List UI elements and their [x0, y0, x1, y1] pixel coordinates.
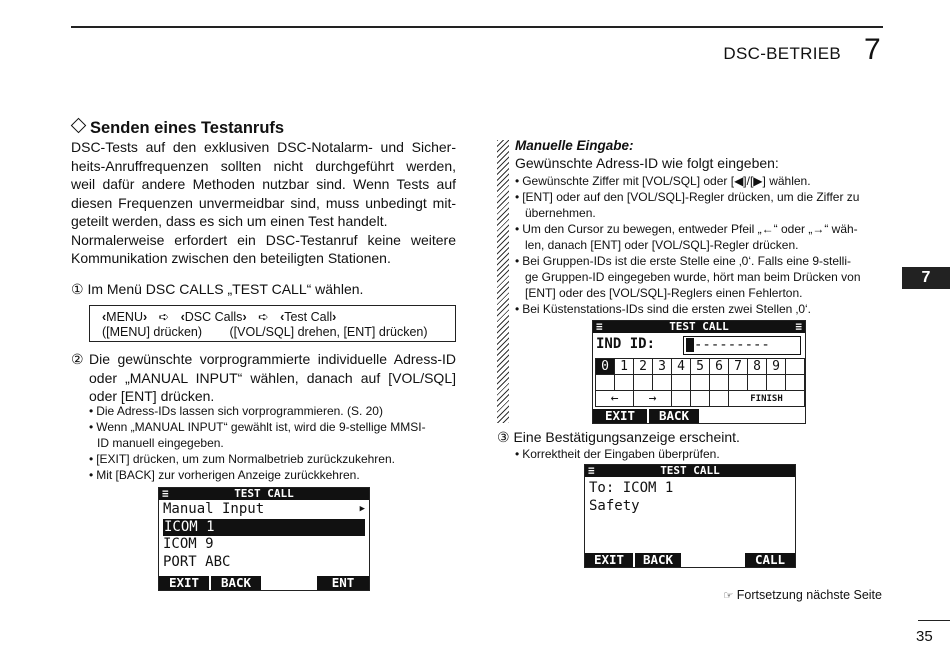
chevron-right-icon: › — [332, 310, 337, 324]
manual-title: Manuelle Eingabe: — [515, 138, 634, 153]
step-2-line: oder [ENT] drücken. — [89, 388, 215, 404]
step-2-number: ② — [71, 351, 84, 367]
grid-empty — [729, 375, 748, 391]
grid-empty — [767, 375, 786, 391]
chapter-tab: 7 — [902, 267, 950, 289]
diamond-icon — [71, 118, 87, 134]
bullet-text: Die Adress-IDs lassen sich vorprogrammieren. (S. 20) — [96, 404, 383, 418]
ind-id-field[interactable] — [683, 336, 801, 355]
digit-key[interactable]: 7 — [729, 359, 748, 375]
lcd-test-call-menu — [158, 487, 370, 591]
intro-line: Kommunikation zwischen den beteiligten Stationen. — [71, 250, 391, 266]
page-rule — [918, 620, 950, 621]
step-3-text: Eine Bestätigungsanzeige erscheint. — [513, 429, 740, 445]
lcd-list-item-selected[interactable]: ICOM 1 — [163, 519, 365, 537]
intro-line: geteilt werden, dass es sich um einen Test handelt. — [71, 213, 388, 229]
digit-key[interactable]: 0 — [596, 359, 615, 375]
lcd-item-label: Manual Input — [163, 501, 265, 517]
lcd-list — [163, 501, 365, 571]
bullet-text: Bei Küstenstations-IDs sind die ersten zwei Stellen ‚0‘. — [522, 302, 812, 316]
chevron-right-icon: › — [242, 310, 247, 324]
bullet-item: • Bei Küstenstations-IDs sind die ersten zwei Stellen ‚0‘. — [515, 302, 812, 316]
digit-key[interactable]: 5 — [691, 359, 710, 375]
manual-intro: Gewünschte Adress-ID wie folgt eingeben: — [515, 155, 779, 171]
grid-empty — [710, 375, 729, 391]
arrow-icon: ➪ — [258, 310, 269, 324]
step-2-line: oder „MANUAL INPUT“ wählen, danach auf [VOL/SQL] — [89, 369, 456, 386]
page-number: 35 — [916, 628, 933, 645]
bullet-continued: übernehmen. — [525, 206, 596, 220]
menu-path-item-menu: MENU — [106, 310, 143, 324]
softkey-back[interactable]: BACK — [635, 553, 681, 567]
bullet-text: Um den Cursor zu bewegen, entweder Pfeil „←“ oder „→“ wäh- — [522, 222, 858, 236]
bullet-continued: [ENT] oder des [VOL/SQL]-Reglers einen Fehlerton. — [525, 286, 803, 300]
hint-menu: ([MENU] drücken) — [102, 325, 203, 339]
chapter-number: 7 — [864, 33, 881, 66]
triangle-right-icon: ▶ — [359, 504, 365, 514]
grid-empty — [634, 375, 653, 391]
lcd-title-bar — [593, 321, 805, 333]
header-rule — [71, 26, 883, 28]
lcd-list-item[interactable] — [163, 501, 365, 519]
digit-key[interactable]: 3 — [653, 359, 672, 375]
softkey-back[interactable]: BACK — [649, 409, 699, 423]
softkey-exit[interactable]: EXIT — [585, 553, 633, 567]
chapter-title: DSC-BETRIEB — [723, 44, 841, 63]
digit-key[interactable]: 2 — [634, 359, 653, 375]
bullet-item: • Die Adress-IDs lassen sich vorprogrammieren. (S. 20) — [89, 404, 383, 418]
lcd-line: To: ICOM 1 — [589, 480, 674, 496]
menu-icon: ≡ — [596, 320, 603, 333]
softkey-call[interactable]: CALL — [745, 553, 795, 567]
menu-path-row — [102, 309, 336, 324]
digit-grid — [595, 358, 805, 407]
bullet-item: • Um den Cursor zu bewegen, entweder Pfeil „←“ oder „→“ wäh- — [515, 222, 858, 236]
menu-icon: ≡ — [588, 464, 595, 477]
bullet-text: Mit [BACK] zur vorherigen Anzeige zurückkehren. — [96, 468, 360, 482]
lcd-softkeys — [159, 576, 369, 590]
softkey-back[interactable]: BACK — [211, 576, 261, 590]
intro-line: DSC-Tests auf den exklusiven DSC-Notalarm- und Sicher- — [71, 139, 456, 155]
softkey-exit[interactable]: EXIT — [593, 409, 647, 423]
bullet-text: [EXIT] drücken, um zum Normalbetrieb zurückzukehren. — [96, 452, 395, 466]
step-2-body — [89, 350, 456, 406]
lcd-list-item[interactable]: PORT ABC — [163, 553, 231, 570]
chevron-left-icon: ‹ — [180, 310, 185, 324]
bullet-item: • Mit [BACK] zur vorherigen Anzeige zurückkehren. — [89, 468, 360, 482]
softkey-ent[interactable]: ENT — [317, 576, 369, 590]
bullet-text: Wenn „MANUAL INPUT“ gewählt ist, wird die 9-stellige MMSI- — [96, 420, 426, 434]
chevron-right-icon: › — [142, 310, 148, 324]
digit-key[interactable]: 6 — [710, 359, 729, 375]
grid-empty — [615, 375, 634, 391]
arrow-right-key[interactable]: → — [634, 391, 672, 407]
intro-paragraph — [71, 138, 456, 268]
continue-note — [723, 588, 882, 602]
grid-empty — [672, 375, 691, 391]
pointing-hand-icon: ☞ — [723, 590, 734, 602]
lcd-title-bar — [159, 488, 369, 500]
section-title: Senden eines Testanrufs — [90, 119, 285, 137]
lcd-title: TEST CALL — [234, 487, 294, 500]
bullet-continued: ID manuell eingegeben. — [97, 436, 224, 450]
step-1-text: Im Menü DSC CALLS „TEST CALL“ wählen. — [87, 281, 364, 297]
step-3-number: ③ — [497, 429, 510, 445]
ind-id-label: IND ID: — [596, 336, 656, 352]
lcd-softkeys — [593, 409, 805, 423]
step-2-bullets — [89, 403, 459, 483]
grid-empty — [691, 391, 710, 407]
step-1-number: ① — [71, 281, 84, 297]
grid-empty — [691, 375, 710, 391]
cursor-block — [686, 338, 694, 352]
menu-path-item-test: Test Call — [284, 310, 333, 324]
section-heading — [71, 119, 284, 138]
menu-path-item-dsc: DSC Calls — [184, 310, 243, 324]
finish-key[interactable]: FINISH — [729, 391, 805, 407]
softkey-spacer — [683, 553, 743, 567]
intro-line: Normalerweise erfordert ein DSC-Testanruf keine weitere — [71, 231, 456, 248]
lcd-line: Safety — [589, 498, 640, 514]
lcd-list-item[interactable]: ICOM 9 — [163, 536, 214, 552]
step-3-bullet: • Korrektheit der Eingaben überprüfen. — [515, 447, 720, 461]
softkey-spacer — [701, 409, 805, 423]
lcd-title: TEST CALL — [660, 464, 720, 477]
continue-text: Fortsetzung nächste Seite — [736, 588, 882, 602]
grid-empty — [786, 359, 805, 375]
digit-key[interactable]: 9 — [767, 359, 786, 375]
lcd-title-bar — [585, 465, 795, 477]
menu-icon: ≡ — [795, 320, 802, 333]
bullet-text: Bei Gruppen-IDs ist die erste Stelle eine ‚0‘. Falls eine 9-stelli- — [522, 254, 852, 268]
bullet-item: • Gewünschte Ziffer mit [VOL/SQL] oder [◀]/[▶] wählen. — [515, 174, 811, 188]
manual-input-marker — [497, 140, 509, 423]
step-2 — [71, 350, 456, 406]
step-1 — [71, 280, 363, 299]
ind-id-value: --------- — [694, 337, 770, 353]
intro-line: weil dafür andere Methoden nutzbar sind. Wenn Tests auf — [71, 176, 456, 192]
grid-empty — [748, 375, 767, 391]
lcd-id-entry — [592, 320, 806, 424]
grid-empty — [672, 391, 691, 407]
digit-key[interactable]: 4 — [672, 359, 691, 375]
step-3 — [497, 428, 740, 447]
lcd-confirm — [584, 464, 796, 568]
bullet-text: Gewünschte Ziffer mit [VOL/SQL] oder [◀]/[▶] wählen. — [522, 174, 811, 188]
bullet-continued: ge Gruppen-ID eingegeben wurde, hört man beim Drücken von — [525, 270, 861, 284]
step-2-row — [71, 350, 456, 406]
chevron-left-icon: ‹ — [102, 310, 107, 324]
bullet-item: • Bei Gruppen-IDs ist die erste Stelle eine ‚0‘. Falls eine 9-stelli- — [515, 254, 852, 268]
bullet-text: Korrektheit der Eingaben überprüfen. — [522, 447, 720, 461]
softkey-exit[interactable]: EXIT — [159, 576, 209, 590]
grid-empty — [653, 375, 672, 391]
digit-key[interactable]: 1 — [615, 359, 634, 375]
hint-volsql: ([VOL/SQL] drehen, [ENT] drücken) — [229, 325, 428, 339]
step-2-line: Die gewünschte vorprogrammierte individuelle Adress-ID — [89, 351, 456, 367]
bullet-continued: len, danach [ENT] oder [VOL/SQL]-Regler drücken. — [525, 238, 799, 252]
menu-path-hint — [102, 325, 428, 339]
digit-key[interactable]: 8 — [748, 359, 767, 375]
softkey-spacer — [263, 576, 315, 590]
arrow-left-key[interactable]: ← — [596, 391, 634, 407]
bullet-item: • [EXIT] drücken, um zum Normalbetrieb zurückzukehren. — [89, 452, 395, 466]
lcd-confirm-lines — [589, 479, 673, 515]
intro-line: heits-Anruffrequenzen sollten nicht durchgeführt werden, — [71, 157, 456, 174]
lcd-softkeys — [585, 553, 795, 567]
menu-path-box — [89, 305, 456, 342]
bullet-item: • [ENT] oder auf den [VOL/SQL]-Regler drücken, um die Ziffer zu — [515, 190, 860, 204]
grid-empty — [596, 375, 615, 391]
bullet-text: [ENT] oder auf den [VOL/SQL]-Regler drücken, um die Ziffer zu — [522, 190, 860, 204]
grid-empty — [786, 375, 805, 391]
bullet-item: • Wenn „MANUAL INPUT“ gewählt ist, wird die 9-stellige MMSI- — [89, 420, 426, 434]
intro-line: diesen Frequenzen unvermeidbar sind, muss unbedingt mit- — [71, 194, 456, 211]
arrow-icon: ➪ — [158, 310, 170, 324]
grid-empty — [710, 391, 729, 407]
manual-bullets — [515, 173, 885, 317]
chevron-left-icon: ‹ — [280, 310, 285, 324]
lcd-title: TEST CALL — [669, 320, 729, 333]
menu-icon: ≡ — [162, 487, 169, 500]
